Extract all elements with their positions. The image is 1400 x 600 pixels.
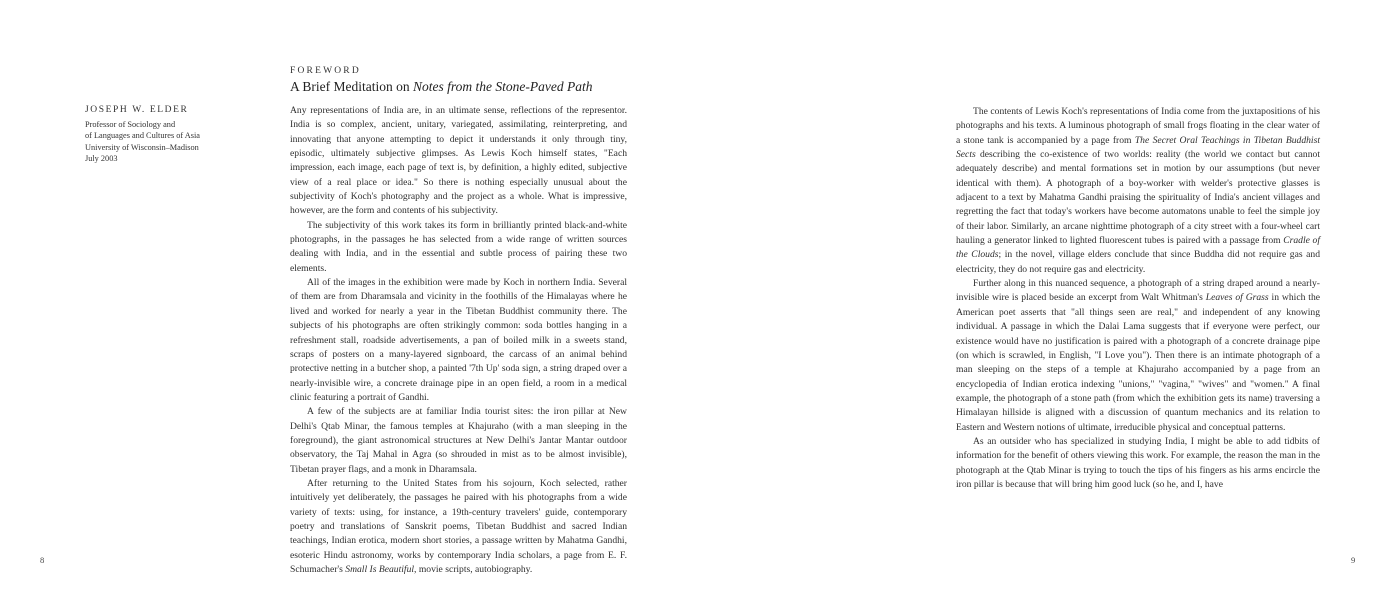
- author-title-line: Professor of Sociology and: [85, 119, 176, 129]
- paragraph: [956, 105, 1320, 277]
- text-run: The contents of Lewis Koch's representations of India come from the juxtapositions of his photographs and his texts. A luminous photograph of small frogs floating in the clear water of a stone tank is accompanied by a page from: [956, 106, 1320, 146]
- paragraph: All of the images in the exhibition were made by Koch in northern India. Several of them are from Dharamsala and vicinity in the foothills of the Himalayas where he lived and worked for nearly a year in the Tibetan Buddhist community there. The subjects of his photographs are often strikingly common: soda bottles hanging in a refreshment stall, roadside advertisements, a pan of boiled milk in a sweets stand, scraps of posters on a many-layered signboard, the carcass of an animal behind protective netting in a butcher shop, a painted '7th Up' soda sign, a string draped over a nearly-invisible wire, a concrete drainage pipe in an open field, a room in a medical clinic featuring a portrait of Gandhi.: [290, 277, 627, 403]
- page-number: 8: [40, 555, 45, 565]
- author-name: JOSEPH W. ELDER: [85, 105, 189, 115]
- right-text-column: [956, 105, 1320, 492]
- section-label: FOREWORD: [290, 66, 361, 76]
- page-title: [290, 79, 592, 95]
- book-title: Small Is Beautiful: [345, 564, 415, 575]
- title-plain: A Brief Meditation on: [290, 79, 413, 94]
- paragraph: Any representations of India are, in an ultimate sense, reflections of the representor. India is so complex, ancient, unitary, variegated, assimilating, reinterpreting, and innovating that anyone attempting to depict it understands it only through tiny, episodic, ultimately subjective glimpses. As Lewis Koch himself states, "Each impression, each image, each page of text is, by definition, a highly edited, subjective view of a real place or idea." So there is nothing especially unusual about the subjectivity of Koch's photography and the project as a whole. What is impressive, however, are the form and contents of his subjectivity.: [290, 105, 627, 217]
- book-title: The Secret Oral Teachings in Tibetan Buddhist Sects: [956, 134, 1320, 161]
- text-run: Further along in this nuanced sequence, a photograph of a string draped around a nearly-invisible wire is placed beside an excerpt from Walt Whitman's: [956, 278, 1320, 304]
- paragraph: [956, 277, 1320, 435]
- text-run: in which the American poet asserts that "all things seen are real," and independent of any knowing individual. A passage in which the Dalai Lama suggests that if everyone were perfect, our existence would have no justification is paired with a photograph of a concrete drainage pipe (on which is scrawled, in English, "I Love you"). Then there is an intimate photograph of a man sleeping on the steps of a temple at Khajuraho accompanied by a page from an encyclopedia of Indian erotica indexing "unions," "vagina," "wives" and "women." A final example, the photograph of a stone path (from which the exhibition gets its name) traversing a Himalayan hillside is aligned with a discussion of quantum mechanics and its relation to Eastern and Western notions of ultimate, irreducible physical and conceptual patterns.: [956, 292, 1321, 433]
- title-italic: Notes from the Stone-Paved Path: [412, 79, 593, 94]
- book-title: Cradle of the Clouds: [956, 235, 1320, 261]
- paragraph: A few of the subjects are at familiar India tourist sites: the iron pillar at New Delhi's Qtab Minar, the famous temples at Khajuraho (with a man sleeping in the foreground), the giant astronomical structures at New Delhi's Jantar Mantar outdoor observatory, the Taj Mahal in Agra (so shrouded in mist as to be almost invisible), Tibetan prayer flags, and a monk in Dharamsala.: [290, 406, 627, 475]
- author-affiliation: University of Wisconsin–Madison: [85, 142, 199, 152]
- right-page: [700, 0, 1400, 600]
- text-run: , movie scripts, autobiography.: [414, 564, 533, 575]
- paragraph: The subjectivity of this work takes its form in brilliantly printed black-and-white photographs, in the passages he has selected from a wide range of written sources dealing with India, and in the essential and subtle process of pairing these two elements.: [290, 219, 627, 274]
- paragraph: [290, 477, 627, 577]
- left-text-column: [290, 104, 627, 577]
- author-block: [85, 105, 265, 165]
- text-run: ; in the novel, village elders conclude that since Buddha did not require gas and electricity, they do not require gas and electricity.: [956, 249, 1320, 275]
- book-title: Leaves of Grass: [1205, 292, 1269, 304]
- text-run: describing the co-existence of two worlds: reality (the world we contact but cannot adequately describe) and mental formations set in motion by our assumptions (but never identical with them). A photograph of a boy-worker with welder's protective glasses is adjacent to a text by Mahatma Gandhi praising the spirituality of India's ancient villages and regretting the fact that today's workers have become automatons unable to feel the simple joy of their labor. Similarly, an arcane nighttime photograph of a city street with a four-wheel cart hauling a generator linked to lighted fluorescent tubes is paired with a passage from: [956, 149, 1320, 247]
- paragraph: As an outsider who has specialized in studying India, I might be able to add tidbits of information for the benefit of others viewing this work. For example, the reason the man in the photograph at the Qtab Minar is trying to touch the tips of his fingers as his arms encircle the iron pillar is because that will bring him good luck (so he, and I, have: [956, 435, 1320, 490]
- page-number: 9: [1351, 555, 1356, 565]
- text-run: After returning to the United States from his sojourn, Koch selected, rather intuitively yet deliberately, the passages he paired with his photographs from a wide variety of texts: using, for instance, a 19th-century travelers' guide, contemporary poetry and translations of Sanskrit poems, Tibetan Buddhist and sacred Indian teachings, Indian erotica, modern short stories, a passage written by Mahatma Gandhi, esoteric Hindu astronomy, works by contemporary India scholars, a page from E. F. Schumacher's: [290, 477, 627, 575]
- author-title-line: of Languages and Cultures of Asia: [85, 131, 200, 140]
- author-date: July 2003: [85, 154, 118, 163]
